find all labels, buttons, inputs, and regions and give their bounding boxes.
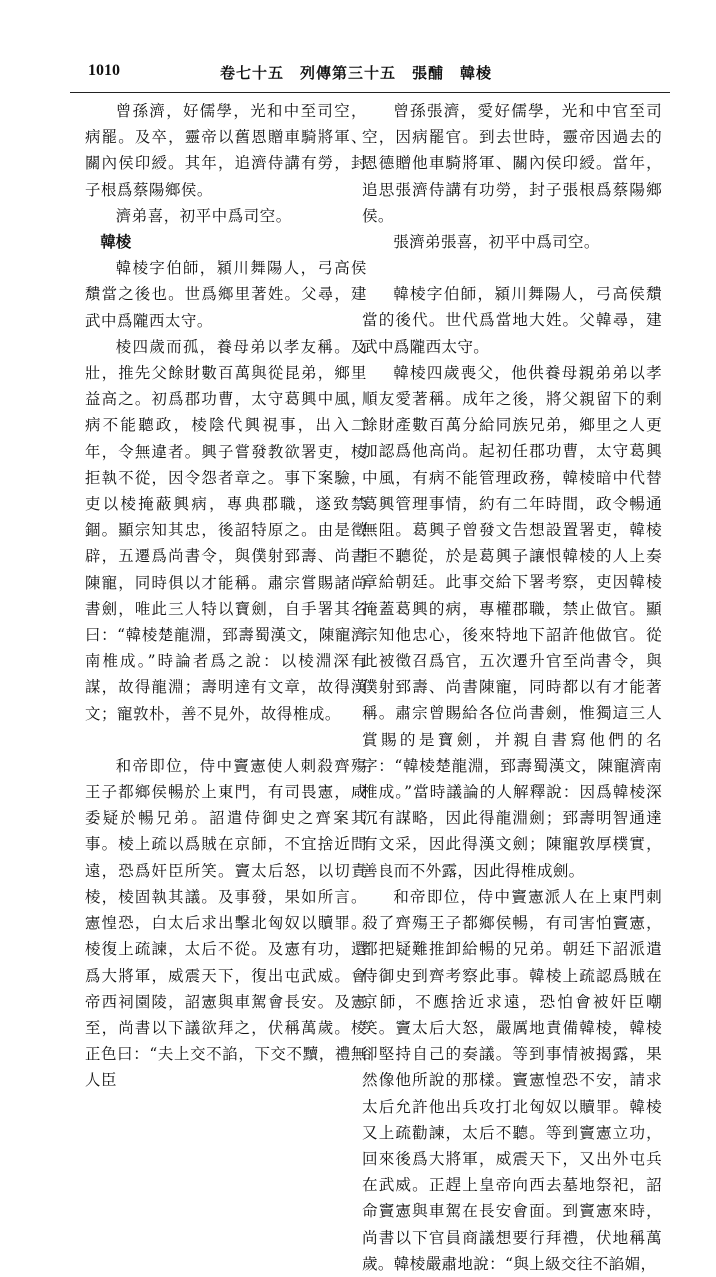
classical-text-column xyxy=(85,98,367,1090)
page-number: 1010 xyxy=(88,62,120,79)
paragraph-gap xyxy=(362,255,662,281)
paragraph-ji-di-xi: 濟弟喜，初平中爲司空。 xyxy=(115,206,292,225)
paragraph-han-leng-intro: 韓棱字伯師，潁川舞陽人，弓高侯穨當之後也。世爲鄉里著姓。父尋，建武中爲隴西太守。 xyxy=(85,259,367,330)
paragraph-zeng-sun-ji: 曾孫濟，好儒學，光和中至司空，病罷。及卒，靈帝以舊恩贈車騎將軍、關內侯印綬。其年，追濟侍講有勞，封子根爲蔡陽鄉侯。 xyxy=(85,102,367,199)
paragraph-he-di: 和帝即位，侍中竇憲使人刺殺齊殤王子都鄉侯暢於上東門，有司畏憲，咸委疑於暢兄弟。詔遣侍御史之齊案其事。棱上疏以爲賊在京師，不宜捨近問遠，恐爲奸臣所笑。竇太后怒，以切責棱，棱固執其議。及事發，果如所言。憲惶恐，白太后求出擊北匈奴以贖罪。棱復上疏諫，太后不從。及憲有功，還爲大將軍，威震天下，復出屯武威。會帝西祠園陵，詔憲與車駕會長安。及憲至，尚書以下議欲拜之，伏稱萬歲。棱正色曰：“夫上交不諂，下交不黷，禮無人臣 xyxy=(85,756,367,1090)
paragraph-han-leng-early-life: 棱四歲而孤，養母弟以孝友稱。及壯，推先父餘財數百萬與從昆弟，鄉里益高之。初爲郡功曹，太守葛興中風，病不能聽政，棱陰代興視事，出入二年，令無違者。興子嘗發教欲署吏，棱拒執不從，因令怨者章之。事下案驗，吏以棱掩蔽興病，專典郡職，遂致禁錮。顯宗知其忠，後詔特原之。由是徵辟，五遷爲尚書令，與僕射郅壽、尚書陳寵，同時俱以才能稱。肅宗嘗賜諸尚書劍，唯此三人特以寶劍，自手署其名曰：“韓棱楚龍淵，郅壽蜀漢文，陳寵濟南椎成。”時論者爲之說：以棱淵深有謀，故得龍淵；壽明達有文章，故得漢文；寵敦朴，善不見外，故得椎成。 xyxy=(85,337,367,723)
paragraph-gap xyxy=(85,727,367,753)
page-header xyxy=(70,60,646,86)
translation-column xyxy=(362,98,662,1273)
translation-han-leng-early-life: 韓棱四歲喪父，他供養母親弟弟以孝順友愛著稱。成年之後，將父親留下的剩餘財產數百萬分給同族兄弟，鄉里之人更加認爲他高尚。起初任郡功曹，太守葛興中風，有病不能管理政務，韓棱暗中代替葛興管理事情，約有二年時間，政令暢通無阻。葛興子曾發文告想設置署吏，韓棱拒不聽從，於是葛興子讓恨韓棱的人上奏章給朝廷。此事交給下署考察，吏因韓棱掩蓋葛興的病，專權郡職，禁止做官。顯宗知他忠心，後來特地下詔許他做官。從此被徵召爲官，五次遷升官至尚書令，與僕射郅壽、尚書陳寵，同時都以有才能著稱。肅宗曾賜給各位尚書劍，惟獨這三人賞賜的是寶劍，并親自書寫他們的名字：“韓棱楚龍淵，郅壽蜀漢文，陳寵濟南椎成。”當時議論的人解釋說：因爲韓棱深沉有謀略，因此得龍淵劍；郅壽明智通達有文采，因此得漢文劍；陳寵敦厚樸實，善良而不外露，因此得椎成劍。 xyxy=(362,363,662,880)
translation-zeng-sun-ji: 曾孫張濟，愛好儒學，光和中官至司空，因病罷官。到去世時，靈帝因過去的恩德贈他車騎將軍、關內侯印綬。當年，追思張濟侍講有功勞，封子張根爲蔡陽鄉侯。 xyxy=(362,102,662,225)
translation-he-di: 和帝即位，侍中竇憲派人在上東門刺殺了齊殤王子都鄉侯暢，有司害怕竇憲，都把疑難推卸給暢的兄弟。朝廷下詔派遣侍御史到齊考察此事。韓棱上疏認爲賊在京師，不應捨近求遠，恐怕會被奸臣嘲笑。竇太后大怒，嚴厲地責備韓棱，韓棱卻堅持自己的奏議。等到事情被揭露，果然像他所說的那樣。竇憲惶恐不安，請求太后允許他出兵攻打北匈奴以贖罪。韓棱又上疏勸諫，太后不聽。等到竇憲立功，回來後爲大將軍，威震天下，又出外屯兵在武威。正趕上皇帝向西去墓地祭祀，詔命竇憲與車駕在長安會面。到竇憲來時，尚書以下官員商議想要行拜禮，伏地稱萬歲。韓棱嚴肅地說：“與上級交往不諂媚， xyxy=(362,887,662,1273)
translation-ji-di-xi: 張濟弟張喜，初平中爲司空。 xyxy=(393,233,600,252)
section-heading: 韓棱 xyxy=(100,233,132,252)
translation-han-leng-intro: 韓棱字伯師，潁川舞陽人，弓高侯穨當的後代。世代爲當地大姓。父韓尋，建武中爲隴西太守。 xyxy=(362,285,662,356)
header-rule xyxy=(70,92,670,93)
running-head: 卷七十五 列傳第三十五 張酺 韓棱 xyxy=(220,64,493,82)
